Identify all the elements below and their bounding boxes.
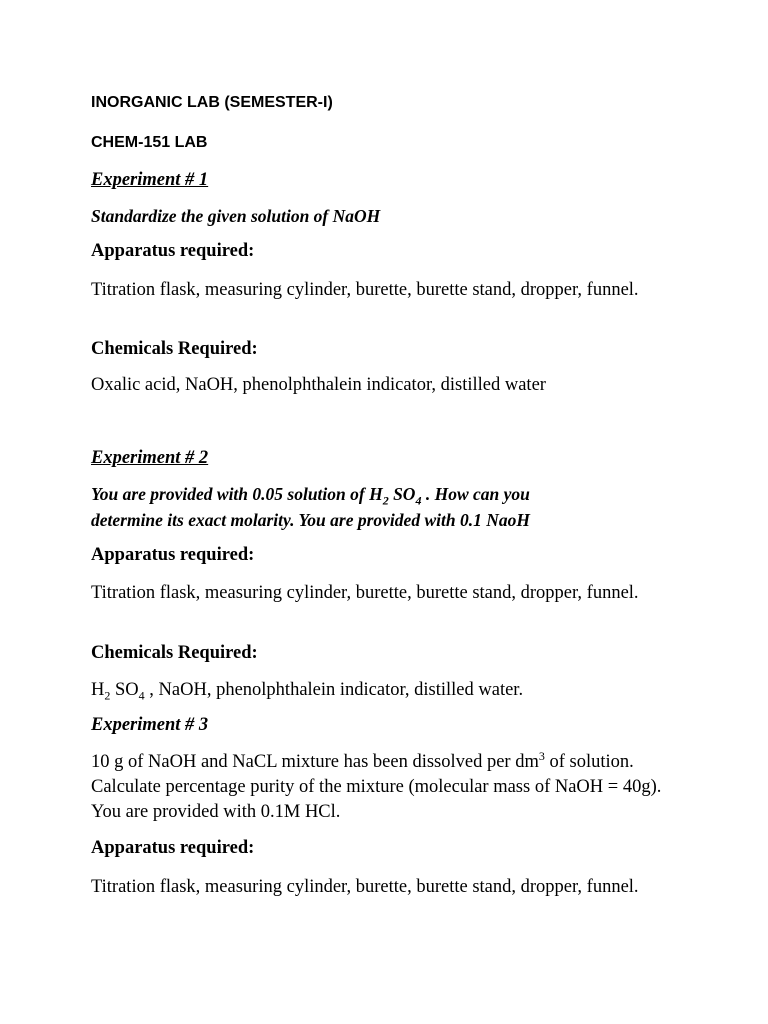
exp2-apparatus-label: Apparatus required: bbox=[91, 545, 255, 565]
exp2-title-sub-b: 4 bbox=[415, 493, 422, 508]
exp2-title-line1 bbox=[91, 484, 530, 508]
exp2-chem-text-a: H bbox=[91, 680, 105, 700]
exp1-apparatus-label: Apparatus required: bbox=[91, 241, 255, 261]
exp3-apparatus-text: Titration flask, measuring cylinder, burette, burette stand, dropper, funnel. bbox=[91, 877, 639, 897]
course-title: INORGANIC LAB (SEMESTER-I) bbox=[91, 94, 333, 111]
exp2-title-text-a: You are provided with 0.05 solution of H bbox=[91, 484, 383, 504]
exp1-apparatus-text: Titration flask, measuring cylinder, burette, burette stand, dropper, funnel. bbox=[91, 280, 639, 300]
exp2-chem-sub-a: 2 bbox=[104, 688, 111, 703]
exp3-text-b: of solution. Calculate percentage purity of the mixture (molecular mass of NaOH = 40g). You are provided with 0.1M HCl. bbox=[91, 752, 662, 822]
exp2-heading: Experiment # 2 bbox=[91, 448, 209, 468]
exp3-heading: Experiment # 3 bbox=[91, 715, 209, 735]
exp2-title-text-c: . How can you bbox=[421, 484, 530, 504]
exp1-heading: Experiment # 1 bbox=[91, 170, 209, 190]
exp3-text-a: 10 g of NaOH and NaCL mixture has been dissolved per dm bbox=[91, 752, 539, 772]
exp2-title-line2: determine its exact molarity. You are provided with 0.1 NaoH bbox=[91, 510, 530, 530]
exp2-title-sub-a: 2 bbox=[382, 493, 389, 508]
exp1-chemicals-label: Chemicals Required: bbox=[91, 339, 258, 359]
exp1-title: Standardize the given solution of NaOH bbox=[91, 206, 381, 226]
exp2-apparatus-text: Titration flask, measuring cylinder, burette, burette stand, dropper, funnel. bbox=[91, 583, 639, 603]
exp3-apparatus-label: Apparatus required: bbox=[91, 838, 255, 858]
exp2-chem-text-b: SO bbox=[110, 680, 139, 700]
exp3-text bbox=[91, 750, 681, 825]
exp1-chemicals-text: Oxalic acid, NaOH, phenolphthalein indicator, distilled water bbox=[91, 375, 546, 395]
exp2-title-text-b: SO bbox=[388, 484, 416, 504]
exp2-chemicals-label: Chemicals Required: bbox=[91, 643, 258, 663]
exp3-text-sup: 3 bbox=[538, 748, 545, 763]
exp2-chemicals-text bbox=[91, 680, 523, 701]
exp2-chem-text-c: , NaOH, phenolphthalein indicator, distilled water. bbox=[144, 680, 524, 700]
course-code: CHEM-151 LAB bbox=[91, 134, 208, 151]
exp2-chem-sub-b: 4 bbox=[138, 688, 145, 703]
